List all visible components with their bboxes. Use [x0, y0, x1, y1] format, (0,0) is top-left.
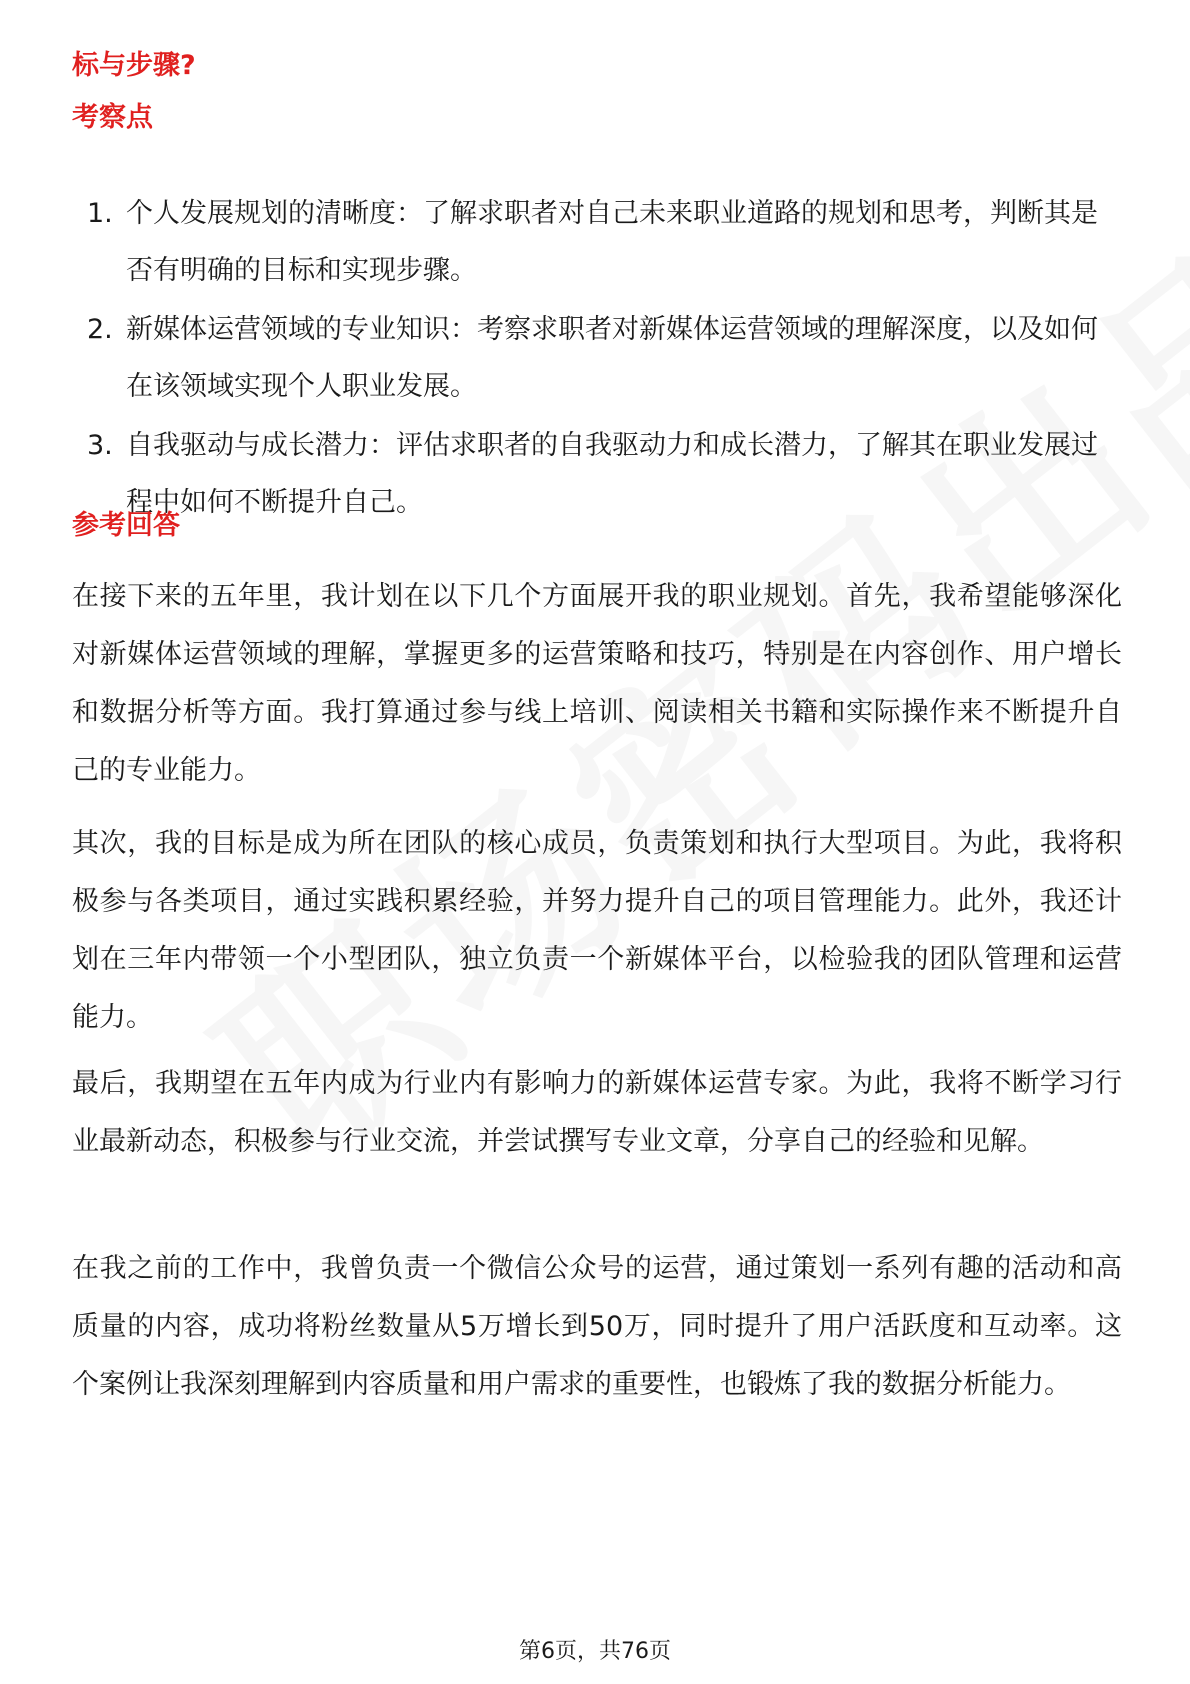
- list-item: [72, 301, 1120, 415]
- list-item: [72, 417, 1120, 531]
- answer-paragraph: 最后，我期望在五年内成为行业内有影响力的新媒体运营专家。为此，我将不断学习行业最新动态，积极参与行业交流，并尝试撰写专业文章，分享自己的经验和见解。: [72, 1068, 1122, 1157]
- list-item-text: 新媒体运营领域的专业知识：考察求职者对新媒体运营领域的理解深度，以及如何在该领域实现个人职业发展。: [126, 314, 1098, 402]
- list-number: 2.: [87, 314, 113, 345]
- list-number: 3.: [87, 430, 113, 461]
- list-number: 1.: [87, 198, 113, 229]
- answer-paragraph: 在我之前的工作中，我曾负责一个微信公众号的运营，通过策划一系列有趣的活动和高质量的内容，成功将粉丝数量从5万增长到50万，同时提升了用户活跃度和互动率。这个案例让我深刻理解到内容质量和用户需求的重要性，也锻炼了我的数据分析能力。: [72, 1253, 1122, 1400]
- page-number: 第6页，共76页: [519, 1639, 671, 1664]
- answer-paragraph: 在接下来的五年里，我计划在以下几个方面展开我的职业规划。首先，我希望能够深化对新媒体运营领域的理解，掌握更多的运营策略和技巧，特别是在内容创作、用户增长和数据分析等方面。我打算通过参与线上培训、阅读相关书籍和实际操作来不断提升自己的专业能力。: [72, 581, 1122, 786]
- list-item-text: 自我驱动与成长潜力：评估求职者的自我驱动力和成长潜力，了解其在职业发展过程中如何不断提升自己。: [126, 430, 1098, 518]
- answer-paragraph: 其次，我的目标是成为所在团队的核心成员，负责策划和执行大型项目。为此，我将积极参与各类项目，通过实践积累经验，并努力提升自己的项目管理能力。此外，我还计划在三年内带领一个小型团队，独立负责一个新媒体平台，以检验我的团队管理和运营能力。: [72, 828, 1122, 1033]
- continued-heading: 标与步骤?: [72, 50, 196, 81]
- section-title-points: 考察点: [72, 102, 153, 133]
- list-item: [72, 185, 1120, 299]
- points-list: [72, 185, 1120, 533]
- list-item-text: 个人发展规划的清晰度：了解求职者对自己未来职业道路的规划和思考，判断其是否有明确的目标和实现步骤。: [126, 198, 1098, 286]
- section-title-answer: 参考回答: [72, 510, 180, 541]
